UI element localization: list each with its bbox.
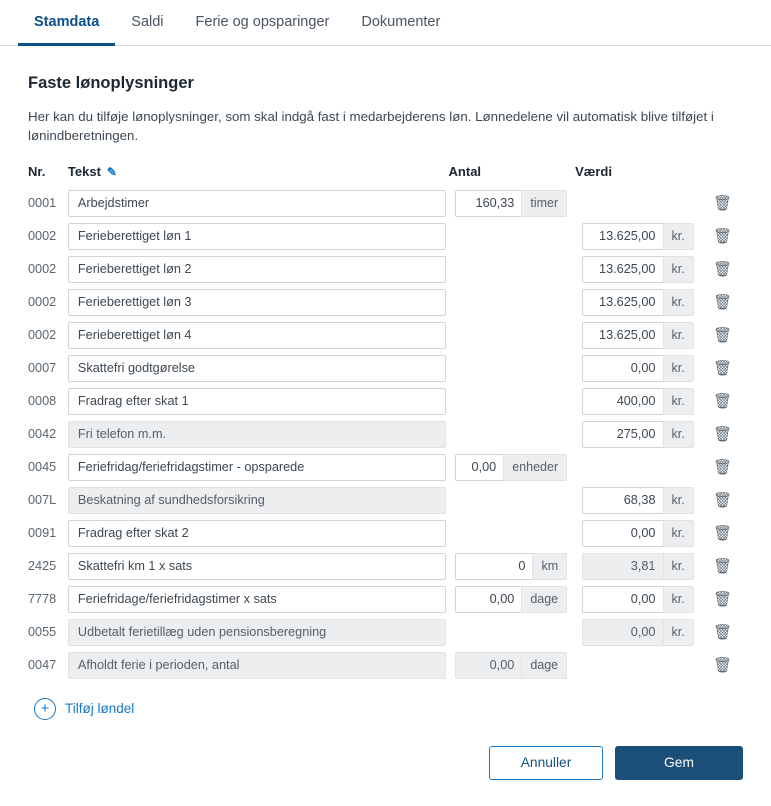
payline-delete-cell [702,253,743,286]
payline-vaerdi-input[interactable]: 0,00 [582,520,663,547]
payline-antal-cell [449,286,576,319]
payline-vaerdi-group [582,223,694,250]
payline-text-cell [68,418,449,451]
payline-antal-input[interactable]: 0,00 [455,454,503,481]
payline-delete-cell [702,418,743,451]
payline-delete-cell [702,583,743,616]
section-description: Her kan du tilføje lønoplysninger, som skal indgå fast i medarbejderens løn. Lønnedelene vil automatisk blive tilføjet i lønindberetningen. [28,109,714,144]
payline-vaerdi-group [582,388,694,415]
payline-text-cell [68,517,449,550]
payline-antal-cell [449,385,576,418]
payline-delete-cell [702,352,743,385]
payline-antal-input[interactable]: 0,00 [455,586,521,613]
payline-vaerdi-input[interactable]: 275,00 [582,421,663,448]
payline-vaerdi-cell [575,616,702,649]
payline-number: 0008 [28,394,57,409]
payline-vaerdi-group [582,520,694,547]
table-row [28,418,743,451]
trash-icon[interactable]: 🗑 [713,426,733,444]
trash-icon[interactable]: 🗑 [713,360,733,378]
payline-antal-group [455,553,567,580]
payline-delete-cell [702,286,743,319]
payline-vaerdi-cell [575,418,702,451]
payline-vaerdi-cell [575,352,702,385]
trash-icon[interactable]: 🗑 [713,195,733,213]
payline-text-input[interactable]: Ferieberettiget løn 3 [68,289,446,316]
payline-text-input[interactable]: Feriefridage/feriefridagstimer x sats [68,586,446,613]
table-row [28,517,743,550]
footer-actions [0,720,771,780]
payline-number: 0091 [28,526,57,541]
payline-number: 0002 [28,328,57,343]
trash-icon[interactable]: 🗑 [713,591,733,609]
payline-antal-group [455,652,567,679]
payline-number: 0042 [28,427,57,442]
payline-text-input: Udbetalt ferietillæg uden pensionsberegning [68,619,446,646]
payline-text-cell [68,649,449,682]
payline-antal-input: 0,00 [455,652,521,679]
payline-vaerdi-cell [575,286,702,319]
payline-vaerdi-unit: kr. [663,223,694,250]
payline-vaerdi-cell [575,187,702,220]
add-payline-button[interactable] [34,698,743,720]
payline-antal-cell [449,583,576,616]
payline-text-input[interactable]: Arbejdstimer [68,190,446,217]
payline-vaerdi-input[interactable]: 68,38 [582,487,663,514]
payline-vaerdi-unit: kr. [663,256,694,283]
tab-ferie-og-opsparinger-label: Ferie og opsparinger [195,13,330,30]
table-row [28,649,743,682]
payline-vaerdi-input[interactable]: 400,00 [582,388,663,415]
payline-text-input[interactable]: Fradrag efter skat 2 [68,520,446,547]
table-row [28,484,743,517]
payline-antal-unit: dage [521,652,567,679]
payline-delete-cell [702,319,743,352]
payline-text-input[interactable]: Ferieberettiget løn 2 [68,256,446,283]
payline-delete-cell [702,451,743,484]
trash-icon[interactable]: 🗑 [713,327,733,345]
tab-stamdata[interactable] [18,0,115,46]
payline-vaerdi-input[interactable]: 13.625,00 [582,223,663,250]
table-row [28,550,743,583]
payline-vaerdi-unit: kr. [663,586,694,613]
payline-text-cell [68,286,449,319]
payline-text-input[interactable]: Ferieberettiget løn 4 [68,322,446,349]
table-row [28,319,743,352]
column-header-vaerdi: Værdi [575,163,612,179]
payline-delete-cell [702,649,743,682]
payline-antal-cell [449,220,576,253]
payline-number: 0045 [28,460,57,475]
payline-vaerdi-unit: kr. [663,421,694,448]
payline-text-cell [68,220,449,253]
payline-vaerdi-group [582,553,694,580]
trash-icon[interactable]: 🗑 [713,624,733,642]
payline-vaerdi-input[interactable]: 13.625,00 [582,289,663,316]
payline-number: 0055 [28,625,57,640]
tab-dokumenter[interactable] [345,0,456,46]
cancel-button[interactable]: Annuller [489,746,603,780]
tab-bar [0,0,771,46]
payline-number: 7778 [28,592,57,607]
payline-vaerdi-group [582,256,694,283]
trash-icon[interactable]: 🗑 [713,459,733,477]
table-row [28,253,743,286]
column-header-nr: Nr. [28,163,46,179]
payline-vaerdi-unit: kr. [663,553,694,580]
tab-stamdata-label: Stamdata [34,13,100,30]
payline-text-input: Beskatning af sundhedsforsikring [68,487,446,514]
tab-saldi-label: Saldi [131,13,164,30]
payline-vaerdi-cell [575,451,702,484]
payline-number: 2425 [28,559,57,574]
payline-delete-cell [702,385,743,418]
column-header-antal: Antal [448,163,482,179]
page-title: Faste lønoplysninger [28,74,194,92]
payline-antal-group [455,190,567,217]
payline-vaerdi-input[interactable]: 13.625,00 [582,256,663,283]
payline-vaerdi-unit: kr. [663,388,694,415]
payline-text-cell [68,319,449,352]
payline-number: 0001 [28,196,57,211]
payline-antal-cell [449,451,576,484]
payline-vaerdi-cell [575,649,702,682]
payline-vaerdi-cell [575,484,702,517]
table-header [28,164,743,187]
payline-antal-unit: dage [521,586,567,613]
payline-vaerdi-cell [575,319,702,352]
payline-delete-cell [702,616,743,649]
payline-vaerdi-group [582,355,694,382]
payline-vaerdi-cell [575,517,702,550]
payline-antal-cell [449,253,576,286]
payline-number: 0002 [28,295,57,310]
payline-vaerdi-unit: kr. [663,355,694,382]
payline-text-cell [68,352,449,385]
plus-circle-icon: + [34,698,56,720]
payline-delete-cell [702,550,743,583]
payline-antal-unit: timer [521,190,567,217]
payline-vaerdi-input[interactable]: 13.625,00 [582,322,663,349]
payline-text-cell [68,583,449,616]
trash-icon[interactable]: 🗑 [713,525,733,543]
payline-number: 0047 [28,658,57,673]
payline-text-input: Fri telefon m.m. [68,421,446,448]
payline-text-input[interactable]: Skattefri km 1 x sats [68,553,446,580]
payline-antal-cell [449,319,576,352]
payline-vaerdi-group [582,586,694,613]
table-row [28,583,743,616]
payline-number: 0007 [28,361,57,376]
payline-vaerdi-input[interactable]: 0,00 [582,355,663,382]
payline-antal-cell [449,649,576,682]
payline-text-input[interactable]: Ferieberettiget løn 1 [68,223,446,250]
payline-antal-cell [449,352,576,385]
payline-vaerdi-input[interactable]: 0,00 [582,586,663,613]
add-payline-label: Tilføj løndel [65,701,135,717]
payline-delete-cell [702,517,743,550]
payline-vaerdi-unit: kr. [663,322,694,349]
payline-vaerdi-unit: kr. [663,619,694,646]
payline-vaerdi-unit: kr. [663,289,694,316]
tab-saldi[interactable] [115,0,179,46]
payline-delete-cell [702,220,743,253]
table-row [28,616,743,649]
payline-antal-cell [449,616,576,649]
payline-antal-cell [449,484,576,517]
payline-vaerdi-unit: kr. [663,487,694,514]
trash-icon[interactable]: 🗑 [713,261,733,279]
trash-icon[interactable]: 🗑 [713,492,733,510]
column-header-delete [702,164,743,187]
column-header-tekst-label: Tekst [67,163,101,179]
payline-text-cell [68,616,449,649]
payline-vaerdi-group [582,322,694,349]
payline-vaerdi-cell [575,253,702,286]
table-row [28,385,743,418]
payline-text-cell [68,484,449,517]
main-content [0,46,771,720]
payline-antal-group [455,454,567,481]
payline-vaerdi-cell [575,220,702,253]
payline-antal-unit: enheder [503,454,567,481]
table-row [28,187,743,220]
payline-antal-cell [449,187,576,220]
tab-dokumenter-label: Dokumenter [361,13,441,30]
payline-table [28,164,743,682]
payline-vaerdi-unit: kr. [663,520,694,547]
payline-text-cell [68,550,449,583]
payline-vaerdi-input: 3,81 [582,553,663,580]
payline-vaerdi-group [582,421,694,448]
pencil-icon[interactable]: ✎ [106,164,117,179]
payline-antal-input[interactable]: 160,33 [455,190,521,217]
payline-text-input: Afholdt ferie i perioden, antal [68,652,446,679]
save-button[interactable]: Gem [615,746,743,780]
payline-number: 0002 [28,262,57,277]
payline-vaerdi-cell [575,583,702,616]
payline-text-input[interactable]: Feriefridag/feriefridagstimer - opsparede [68,454,446,481]
table-row [28,352,743,385]
payline-text-cell [68,385,449,418]
payline-antal-group [455,586,567,613]
payline-antal-cell [449,517,576,550]
table-row [28,286,743,319]
payline-text-cell [68,187,449,220]
payline-text-input[interactable]: Fradrag efter skat 1 [68,388,446,415]
payline-antal-cell [449,550,576,583]
payline-antal-unit: km [532,553,567,580]
trash-icon[interactable]: 🗑 [713,558,733,576]
payline-vaerdi-cell [575,550,702,583]
payline-text-input[interactable]: Skattefri godtgørelse [68,355,446,382]
payline-vaerdi-group [582,289,694,316]
payline-vaerdi-input: 0,00 [582,619,663,646]
payline-delete-cell [702,484,743,517]
payline-number: 007L [28,493,57,508]
payline-antal-input[interactable]: 0 [455,553,532,580]
payline-text-cell [68,451,449,484]
payline-text-cell [68,253,449,286]
trash-icon[interactable]: 🗑 [713,228,733,246]
column-header-tekst [68,164,449,187]
table-body [28,187,743,682]
payline-number: 0002 [28,229,57,244]
table-row [28,220,743,253]
payline-antal-cell [449,418,576,451]
table-row [28,451,743,484]
trash-icon[interactable]: 🗑 [713,294,733,312]
payline-delete-cell [702,187,743,220]
trash-icon[interactable]: 🗑 [713,657,733,675]
trash-icon[interactable]: 🗑 [713,393,733,411]
payline-vaerdi-cell [575,385,702,418]
tab-ferie-og-opsparinger[interactable] [180,0,346,46]
payline-vaerdi-group [582,619,694,646]
payline-vaerdi-group [582,487,694,514]
